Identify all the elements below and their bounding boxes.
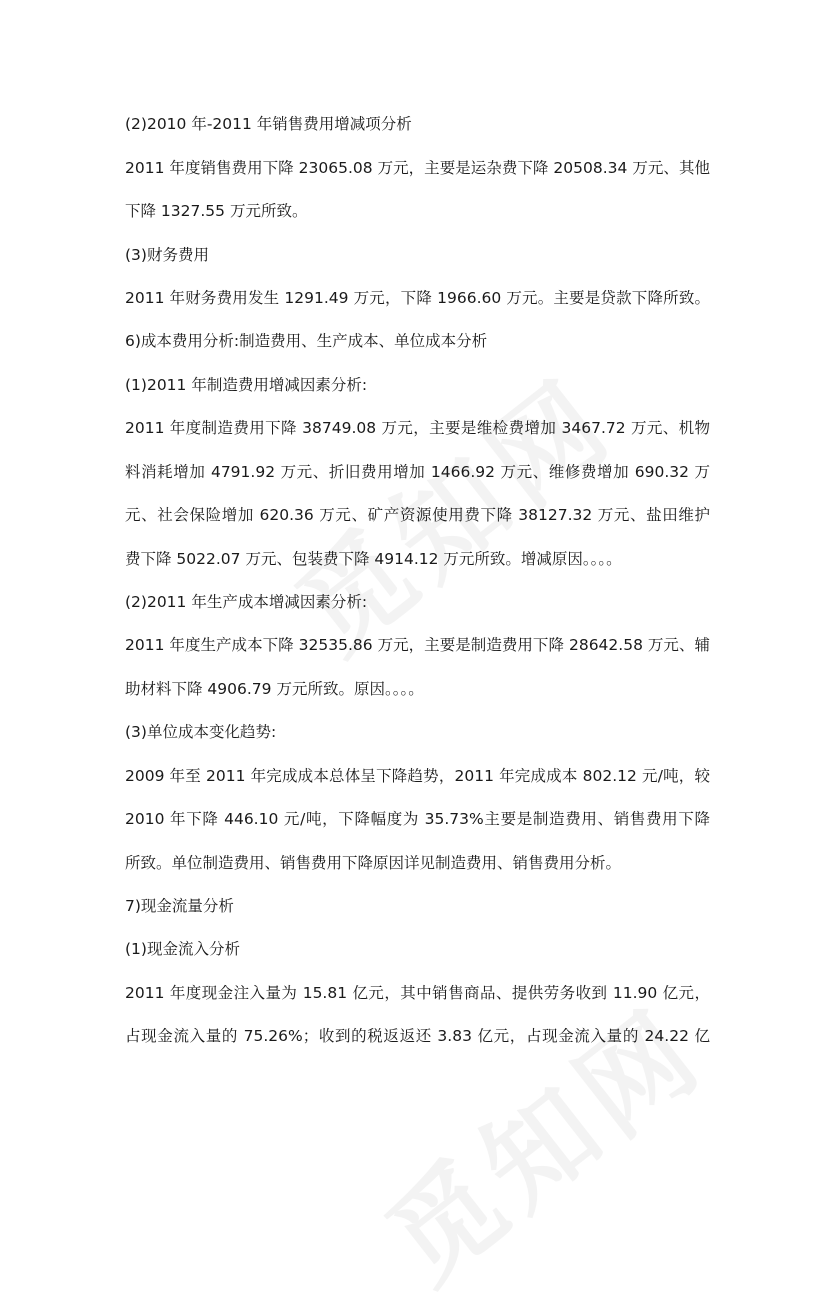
subheading-production-cost: (2)2011 年生产成本增减因素分析: xyxy=(125,593,368,611)
paragraph-line: 2011 年度制造费用下降 38749.08 万元，主要是维检费增加 3467.72 万元、机物 xyxy=(125,419,710,437)
paragraph-line: 2010 年下降 446.10 元/吨，下降幅度为 35.73%主要是制造费用、销售费用下降 xyxy=(125,810,710,828)
paragraph-line: 元、社会保险增加 620.36 万元、矿产资源使用费下降 38127.32 万元、盐田维护 xyxy=(125,506,710,524)
paragraph-line: 下降 1327.55 万元所致。 xyxy=(125,202,308,220)
paragraph-line: 助材料下降 4906.79 万元所致。原因。。。。 xyxy=(125,680,424,698)
subheading-cash-inflow: (1)现金流入分析 xyxy=(125,940,240,958)
subheading-unit-cost-trend: (3)单位成本变化趋势: xyxy=(125,723,277,741)
section-heading-cost-analysis: 6)成本费用分析:制造费用、生产成本、单位成本分析 xyxy=(125,332,488,350)
paragraph-line: 2011 年度销售费用下降 23065.08 万元，主要是运杂费下降 20508.34 万元、其他 xyxy=(125,159,710,177)
section-heading-cash-flow: 7)现金流量分析 xyxy=(125,897,234,915)
paragraph-line: 费下降 5022.07 万元、包装费下降 4914.12 万元所致。增减原因。。。。 xyxy=(125,550,622,568)
paragraph-line: 2011 年度生产成本下降 32535.86 万元，主要是制造费用下降 28642.58 万元、辅 xyxy=(125,636,710,654)
paragraph-line: 所致。单位制造费用、销售费用下降原因详见制造费用、销售费用分析。 xyxy=(125,854,622,872)
subheading-sales-expense: (2)2010 年-2011 年销售费用增减项分析 xyxy=(125,115,412,133)
paragraph-line: 占现金流入量的 75.26%；收到的税返返还 3.83 亿元，占现金流入量的 24.22 亿 xyxy=(125,1027,710,1045)
paragraph-line: 2009 年至 2011 年完成成本总体呈下降趋势，2011 年完成成本 802.12 元/吨，较 xyxy=(125,767,710,785)
subheading-manufacturing-expense: (1)2011 年制造费用增减因素分析: xyxy=(125,376,368,394)
paragraph-line: 2011 年财务费用发生 1291.49 万元，下降 1966.60 万元。主要是贷款下降所致。 xyxy=(125,289,710,307)
watermark-graphic xyxy=(350,966,731,1312)
paragraph-line: 料消耗增加 4791.92 万元、折旧费用增加 1466.92 万元、维修费增加 690.32 万 xyxy=(125,463,710,481)
subheading-finance-expense: (3)财务费用 xyxy=(125,246,209,264)
paragraph-line: 2011 年度现金注入量为 15.81 亿元，其中销售商品、提供劳务收到 11.90 亿元， xyxy=(125,984,710,1002)
